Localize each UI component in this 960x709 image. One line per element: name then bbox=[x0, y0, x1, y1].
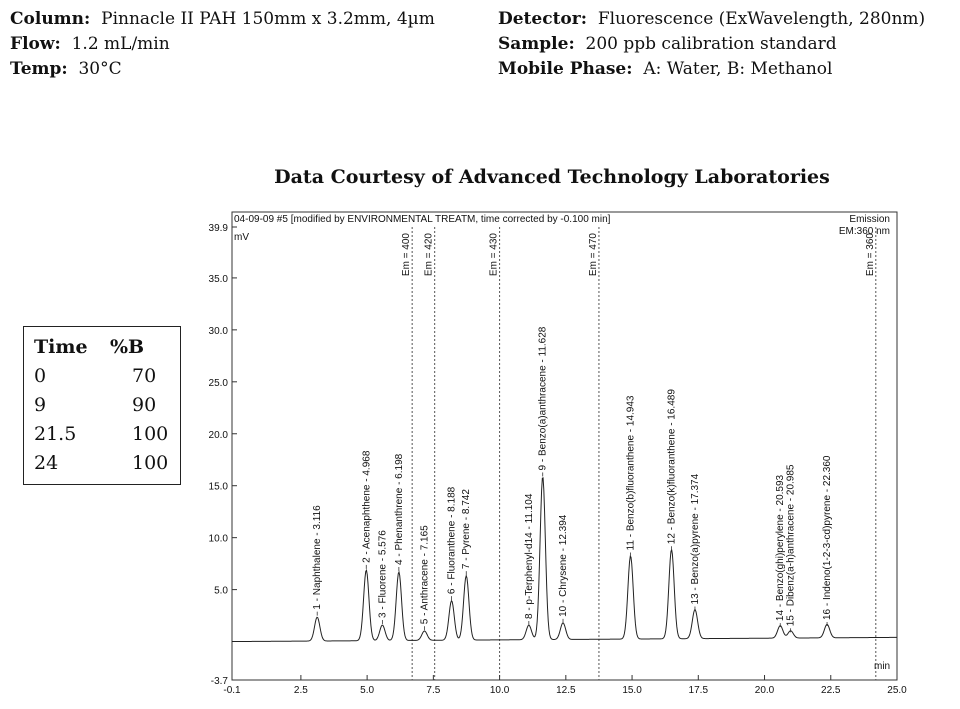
flow-label: Flow: bbox=[10, 34, 61, 54]
x-tick-label: -0.1 bbox=[223, 685, 241, 696]
gradient-percent-b: 100 bbox=[132, 452, 169, 474]
y-tick-label: 10.0 bbox=[208, 533, 228, 545]
emission-wavelength: EM:360 nm bbox=[838, 226, 890, 237]
temp-value: 30°C bbox=[78, 59, 122, 79]
peak-label: 4 - Phenanthrene - 6.198 bbox=[393, 453, 405, 565]
peak-label: 9 - Benzo(a)anthracene - 11.628 bbox=[537, 326, 549, 471]
emission-event-label: Em = 400 bbox=[401, 233, 413, 277]
y-tick-label: 30.0 bbox=[208, 325, 228, 337]
peak-label: 14 - Benzo(ghi)perylene - 20.593 bbox=[775, 474, 787, 622]
x-tick-label: 5.0 bbox=[360, 685, 375, 696]
run-header: 04-09-09 #5 [modified by ENVIRONMENTAL TREATM, time corrected by -0.100 min] bbox=[234, 214, 611, 225]
peak-label: 3 - Fluorene - 5.576 bbox=[377, 530, 389, 618]
x-tick-label: 22.5 bbox=[821, 685, 841, 696]
emission-event-label: Em = 420 bbox=[423, 233, 435, 277]
column-label: Column: bbox=[10, 9, 91, 29]
peak-label: 5 - Anthracene - 7.165 bbox=[419, 525, 431, 625]
y-axis bbox=[209, 223, 237, 687]
peak-label: 10 - Chrysene - 12.394 bbox=[558, 514, 570, 617]
y-tick-label: 25.0 bbox=[208, 377, 228, 389]
peak-label: 15 - Dibenz(a-h)anthracene - 20.985 bbox=[785, 464, 797, 627]
emission-label: Emission bbox=[849, 214, 890, 225]
peak-label: 2 - Acenaphthene - 4.968 bbox=[361, 450, 373, 563]
peak-label: 1 - Naphthalene - 3.116 bbox=[312, 505, 324, 610]
peak-label: 11 - Benzo(b)fluoranthene - 14.943 bbox=[625, 395, 637, 551]
x-tick-label: 15.0 bbox=[622, 685, 642, 696]
temp-label: Temp: bbox=[10, 59, 68, 79]
peak-label: 8 - p-Terphenyl-d14 - 11.104 bbox=[523, 493, 535, 620]
y-tick-label: 35.0 bbox=[208, 273, 228, 285]
peak-label: 13 - Benzo(a)pyrene - 17.374 bbox=[689, 473, 701, 605]
gradient-header-percent-b: %B bbox=[110, 336, 145, 358]
emission-event-label: Em = 470 bbox=[587, 233, 599, 277]
gradient-time: 9 bbox=[34, 394, 47, 416]
gradient-time: 24 bbox=[34, 452, 59, 474]
y-tick-label: 39.9 bbox=[208, 223, 228, 234]
peak-label: 16 - Indeno(1-2-3-cd)pyrene - 22.360 bbox=[822, 455, 834, 621]
emission-event-label: Em = 360 bbox=[864, 233, 876, 277]
gradient-time: 21.5 bbox=[34, 423, 77, 445]
y-tick-label: -3.7 bbox=[210, 676, 228, 687]
sample-label: Sample: bbox=[498, 34, 575, 54]
peak-label: 7 - Pyrene - 8.742 bbox=[461, 489, 473, 570]
emission-events bbox=[401, 227, 876, 680]
column-value: Pinnacle II PAH 150mm x 3.2mm, 4µm bbox=[101, 9, 435, 29]
y-tick-label: 20.0 bbox=[208, 429, 228, 441]
x-axis bbox=[223, 675, 907, 696]
x-tick-label: 17.5 bbox=[688, 685, 709, 696]
x-tick-label: 25.0 bbox=[887, 685, 907, 696]
flow-value: 1.2 mL/min bbox=[71, 34, 170, 54]
x-tick-label: 20.0 bbox=[754, 685, 775, 696]
x-tick-label: 7.5 bbox=[426, 685, 441, 696]
gradient-header-time: Time bbox=[34, 336, 88, 358]
y-tick-label: 5.0 bbox=[214, 585, 228, 597]
peak-labels bbox=[312, 326, 833, 632]
y-tick-label: 15.0 bbox=[208, 481, 228, 493]
gradient-time: 0 bbox=[34, 365, 47, 387]
gradient-percent-b: 90 bbox=[132, 394, 157, 416]
x-tick-label: 2.5 bbox=[293, 685, 308, 696]
mobile-phase-label: Mobile Phase: bbox=[498, 59, 633, 79]
x-axis-unit: min bbox=[874, 661, 891, 672]
x-tick-label: 10.0 bbox=[489, 685, 510, 696]
peak-label: 12 - Benzo(k)fluoranthene - 16.489 bbox=[666, 389, 678, 545]
sample-value: 200 ppb calibration standard bbox=[585, 34, 837, 54]
detector-value: Fluorescence (ExWavelength, 280nm) bbox=[597, 9, 926, 29]
y-axis-unit: mV bbox=[234, 232, 249, 243]
detector-label: Detector: bbox=[498, 9, 588, 29]
peak-label: 6 - Fluoranthene - 8.188 bbox=[446, 486, 458, 595]
gradient-percent-b: 100 bbox=[132, 423, 169, 445]
data-courtesy-title: Data Courtesy of Advanced Technology Laboratories bbox=[274, 166, 830, 188]
emission-event-label: Em = 430 bbox=[488, 232, 500, 277]
x-tick-label: 12.5 bbox=[556, 685, 576, 696]
gradient-percent-b: 70 bbox=[132, 365, 157, 387]
mobile-phase-value: A: Water, B: Methanol bbox=[643, 59, 833, 79]
